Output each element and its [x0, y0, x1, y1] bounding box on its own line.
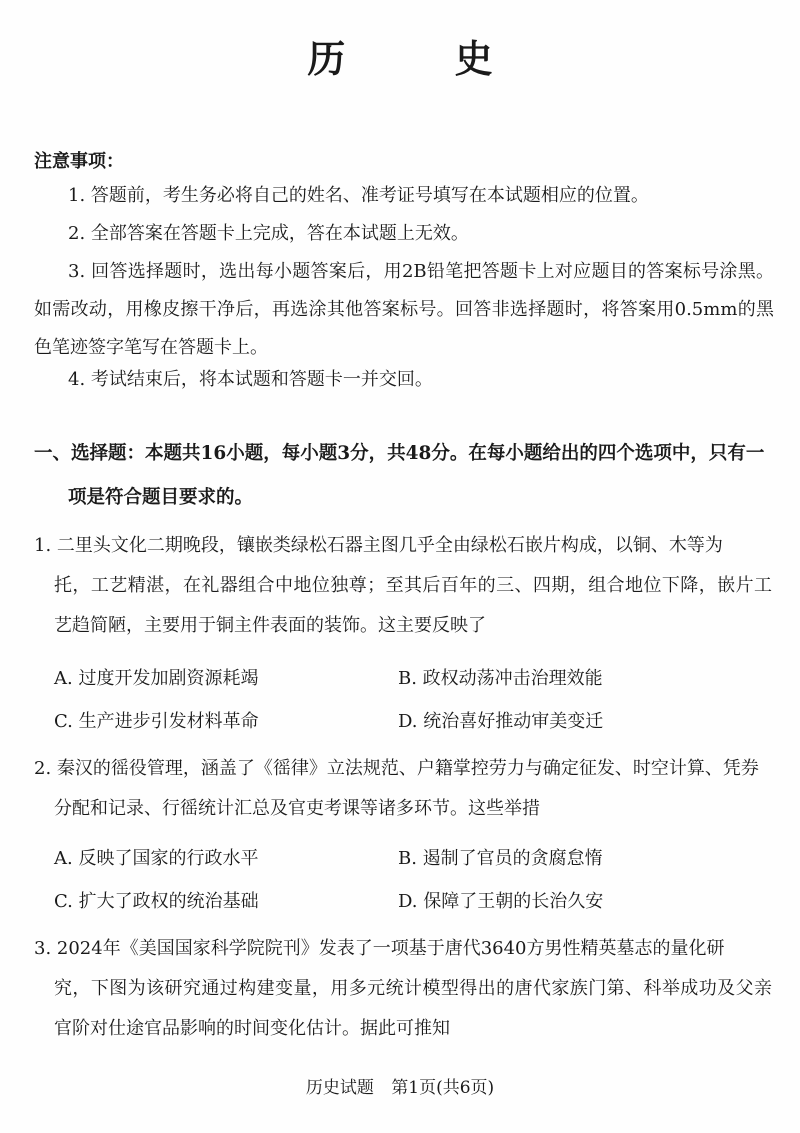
question-1-first-line: 1. 二里头文化二期晚段，镶嵌类绿松石器主图几乎全由绿松石嵌片构成，以铜、木等为 [34, 535, 723, 556]
question-2-continuation: 分配和记录、行徭统计汇总及官吏考课等诸多环节。这些举措 [54, 798, 540, 819]
question-1-option-d[interactable]: D. 统治喜好推动审美变迁 [398, 711, 604, 732]
question-2-option-c[interactable]: C. 扩大了政权的统治基础 [54, 891, 259, 912]
notice-item-1: 1. 答题前，考生务必将自己的姓名、准考证号填写在本试题相应的位置。 [68, 185, 649, 206]
question-3-first-line: 3. 2024年《美国国家科学院院刊》发表了一项基于唐代3640方男性精英墓志的量化研 [34, 938, 725, 959]
question-1-stem [34, 526, 772, 646]
notice-heading: 注意事项： [34, 151, 124, 172]
question-1-option-b[interactable]: B. 政权动荡冲击治理效能 [398, 668, 603, 689]
footer-subject: 历史试题 [305, 1078, 374, 1098]
question-1-option-a[interactable]: A. 过度开发加剧资源耗竭 [54, 668, 259, 689]
question-1-option-c[interactable]: C. 生产进步引发材料革命 [54, 711, 259, 732]
question-2-option-b[interactable]: B. 遏制了官员的贪腐怠惰 [398, 848, 603, 869]
section-heading-line1: 一、选择题：本题共16小题，每小题3分，共48分。在每小题给出的四个选项中，只有一 [34, 443, 765, 464]
notice-item-4: 4. 考试结束后，将本试题和答题卡一并交回。 [68, 369, 433, 390]
footer-page-number: 第1页(共6页) [391, 1078, 495, 1098]
question-3-continuation: 究，下图为该研究通过构建变量，用多元统计模型得出的唐代家族门第、科举成功及父亲官阶对仕途官品影响的时间变化估计。据此可推知 [54, 978, 772, 1039]
notice-item-3: 3. 回答选择题时，选出每小题答案后，用2B铅笔把答题卡上对应题目的答案标号涂黑。如需改动，用橡皮擦干净后，再选涂其他答案标号。回答非选择题时，将答案用0.5mm的黑色笔迹签字笔写在答题卡上。 [34, 261, 774, 358]
section-heading-line2: 项是符合题目要求的。 [68, 487, 254, 508]
section-heading [34, 432, 772, 520]
question-2-option-a[interactable]: A. 反映了国家的行政水平 [54, 848, 259, 869]
question-1-continuation: 托，工艺精湛，在礼器组合中地位独尊；至其后百年的三、四期，组合地位下降，嵌片工艺趋简陋，主要用于铜主件表面的装饰。这主要反映了 [54, 575, 772, 636]
question-2-stem [34, 749, 772, 829]
question-3-stem [34, 929, 772, 1049]
notice-item-2: 2. 全部答案在答题卡上完成，答在本试题上无效。 [68, 223, 469, 244]
page-title: 历 史 [307, 36, 541, 81]
question-2-option-d[interactable]: D. 保障了王朝的长治久安 [398, 891, 604, 912]
question-2-first-line: 2. 秦汉的徭役管理，涵盖了《徭律》立法规范、户籍掌控劳力与确定征发、时空计算、凭券 [34, 758, 759, 779]
page-footer [0, 1073, 800, 1098]
